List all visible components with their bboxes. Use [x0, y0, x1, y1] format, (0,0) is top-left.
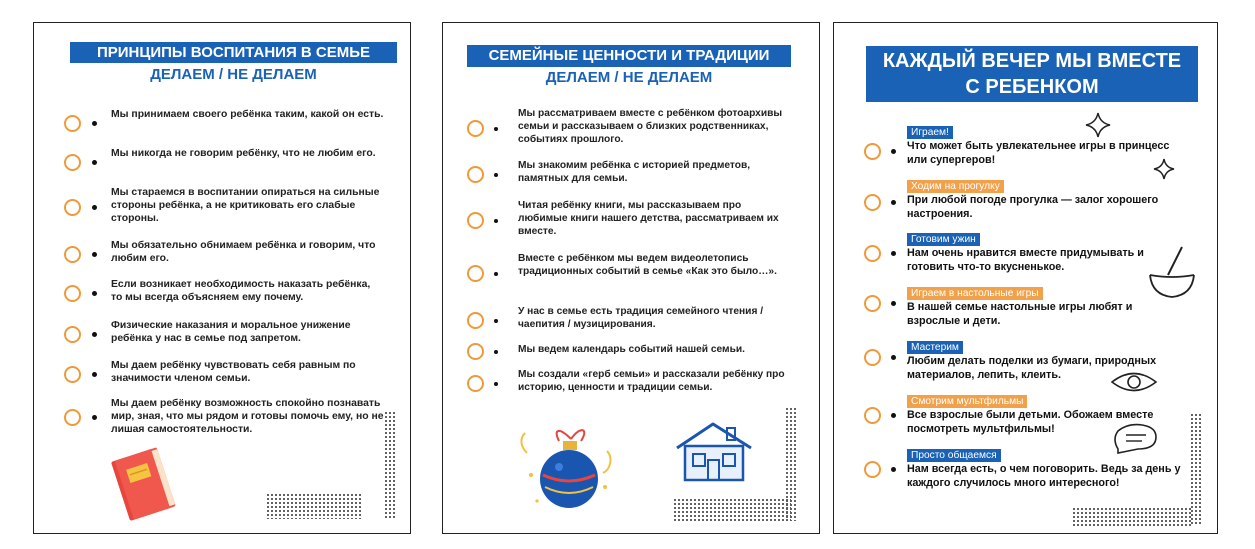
list-item [64, 359, 394, 385]
bullet-icon [494, 272, 498, 276]
checkbox-circle-icon [64, 409, 81, 426]
activity-tag: Готовим ужин [907, 233, 980, 246]
list-item [64, 319, 394, 345]
list-item [467, 252, 807, 282]
list-item-text: Читая ребёнку книги, мы рассказываем про любимые книги нашего детства, рассматриваем их вместе. [518, 200, 779, 237]
decorative-dots [673, 498, 791, 522]
bullet-icon [891, 200, 896, 205]
checkbox-circle-icon [864, 143, 881, 160]
list-item [467, 159, 807, 185]
list-item-text: Мы обязательно обнимаем ребёнка и говорим, что любим его. [111, 240, 376, 264]
checkbox-circle-icon [467, 166, 484, 183]
checkbox-circle-icon [64, 246, 81, 263]
list-item-text: Что может быть увлекательнее игры в принцесс или супергеров! [907, 140, 1170, 166]
list-item-text: У нас в семье есть традиция семейного чтения / чаепития / музицирования. [518, 306, 764, 330]
list-item [864, 176, 1204, 221]
list-item-text: Любим делать поделки из бумаги, природных материалов, лепить, клеить. [907, 355, 1157, 381]
panel-2-title: СЕМЕЙНЫЕ ЦЕННОСТИ И ТРАДИЦИИ [467, 45, 791, 67]
mortar-pestle-icon [1146, 245, 1198, 301]
list-item [64, 108, 394, 132]
list-item-text: Физические наказания и моральное унижение ребёнка у нас в семье под запретом. [111, 320, 351, 344]
bullet-icon [891, 251, 896, 256]
activity-tag: Ходим на прогулку [907, 180, 1004, 193]
list-item-text: Мы создали «герб семьи» и рассказали ребёнку про историю, ценности и традиции семьи. [518, 369, 785, 393]
list-item-text: Все взрослые были детьми. Обожаем вместе посмотреть мультфильмы! [907, 409, 1154, 435]
decorative-dots [1190, 413, 1202, 525]
checkbox-circle-icon [864, 295, 881, 312]
list-item-text: Если возникает необходимость наказать ребёнка, то мы всегда объясняем ему почему. [111, 279, 371, 303]
checkbox-circle-icon [467, 375, 484, 392]
speech-bubble-icon [1110, 421, 1160, 455]
list-item-text: Мы даем ребёнку чувствовать себя равным по значимости членом семьи. [111, 360, 356, 384]
checkbox-circle-icon [64, 115, 81, 132]
decorative-dots [266, 493, 362, 519]
list-item [467, 199, 807, 238]
decorative-dots [1072, 507, 1192, 527]
list-item-text: Вместе с ребёнком мы ведем видеолетопись традиционных событий в семье «Как это было…». [518, 253, 777, 277]
bullet-icon [92, 415, 97, 420]
panel-every-evening [833, 22, 1218, 534]
activity-tag: Просто общаемся [907, 449, 1001, 462]
list-item-text: Нам очень нравится вместе придумывать и готовить что-то вкусненькое. [907, 247, 1144, 273]
decorative-dots [785, 407, 797, 521]
bullet-icon [891, 413, 896, 418]
list-item [64, 239, 394, 265]
checkbox-circle-icon [864, 245, 881, 262]
bullet-icon [891, 149, 896, 154]
panel-2-subtitle: ДЕЛАЕМ / НЕ ДЕЛАЕМ [545, 69, 713, 86]
checkbox-circle-icon [864, 349, 881, 366]
list-item-text: Мы принимаем своего ребёнка таким, какой он есть. [111, 109, 384, 120]
activity-tag: Мастерим [907, 341, 963, 354]
bullet-icon [494, 127, 498, 131]
checkbox-circle-icon [64, 366, 81, 383]
checkbox-circle-icon [467, 212, 484, 229]
activity-tag: Смотрим мультфильмы [907, 395, 1027, 408]
book-icon [104, 443, 184, 529]
list-item-text: При любой погоде прогулка — залог хорошего настроения. [907, 194, 1159, 220]
list-item-text: Мы рассматриваем вместе с ребёнком фотоархивы семьи и рассказываем о близких родственниках, событиях прошлого. [518, 108, 783, 145]
panel-3-title-line1: КАЖДЫЙ ВЕЧЕР МЫ ВМЕСТЕ [882, 50, 1182, 72]
bullet-icon [494, 319, 498, 323]
bullet-icon [891, 355, 896, 360]
bullet-icon [891, 301, 896, 306]
checkbox-circle-icon [467, 120, 484, 137]
checkbox-circle-icon [467, 312, 484, 329]
panel-family-values [442, 22, 820, 534]
list-item [467, 305, 807, 331]
list-item [467, 343, 807, 360]
bullet-icon [494, 350, 498, 354]
bullet-icon [494, 219, 498, 223]
panel-3-title-band [866, 46, 1198, 102]
bullet-icon [92, 372, 97, 377]
panel-3-title-line2: С РЕБЕНКОМ [965, 76, 1099, 98]
list-item [64, 186, 394, 225]
checkbox-circle-icon [467, 265, 484, 282]
eye-icon [1110, 369, 1158, 395]
panel-1-subtitle: ДЕЛАЕМ / НЕ ДЕЛАЕМ [150, 66, 317, 83]
list-item-text: Нам всегда есть, о чем поговорить. Ведь за день у каждого случилось много интересного! [907, 463, 1181, 489]
bullet-icon [92, 291, 97, 296]
activity-tag: Играем! [907, 126, 953, 139]
checkbox-circle-icon [64, 199, 81, 216]
list-item [64, 278, 394, 304]
checkbox-circle-icon [864, 194, 881, 211]
checkbox-circle-icon [467, 343, 484, 360]
bullet-icon [494, 382, 498, 386]
bullet-icon [92, 252, 97, 257]
activity-tag: Играем в настольные игры [907, 287, 1043, 300]
bullet-icon [92, 332, 97, 337]
checkbox-circle-icon [64, 154, 81, 171]
list-item [467, 107, 807, 146]
checkbox-circle-icon [864, 407, 881, 424]
house-icon [671, 420, 757, 484]
bullet-icon [891, 467, 896, 472]
list-item-text: Мы ведем календарь событий нашей семьи. [518, 344, 745, 355]
panel-parenting-principles [33, 22, 411, 534]
sparkle-icon [1084, 111, 1112, 139]
decorative-dots [384, 411, 396, 519]
checkbox-circle-icon [64, 326, 81, 343]
list-item [64, 397, 394, 436]
christmas-ornament-icon [519, 417, 615, 521]
panel-1-title: ПРИНЦИПЫ ВОСПИТАНИЯ В СЕМЬЕ [70, 42, 397, 63]
list-item [467, 368, 807, 394]
list-item-text: Мы даем ребёнку возможность спокойно познавать мир, зная, что мы рядом и готовы помочь ему, но не лишая самостоятельности. [111, 398, 384, 435]
list-item [64, 147, 394, 171]
sparkle-icon [1152, 157, 1176, 181]
bullet-icon [494, 173, 498, 177]
checkbox-circle-icon [864, 461, 881, 478]
checkbox-circle-icon [64, 285, 81, 302]
bullet-icon [92, 160, 97, 165]
bullet-icon [92, 121, 97, 126]
list-item-text: Мы знакомим ребёнка с историей предметов, памятных для семьи. [518, 160, 751, 184]
list-item-text: В нашей семье настольные игры любят и взрослые и дети. [907, 301, 1133, 327]
list-item-text: Мы стараемся в воспитании опираться на сильные стороны ребёнка, а не критиковать его слабые стороны. [111, 187, 380, 224]
bullet-icon [92, 205, 97, 210]
list-item-text: Мы никогда не говорим ребёнку, что не любим его. [111, 148, 376, 159]
